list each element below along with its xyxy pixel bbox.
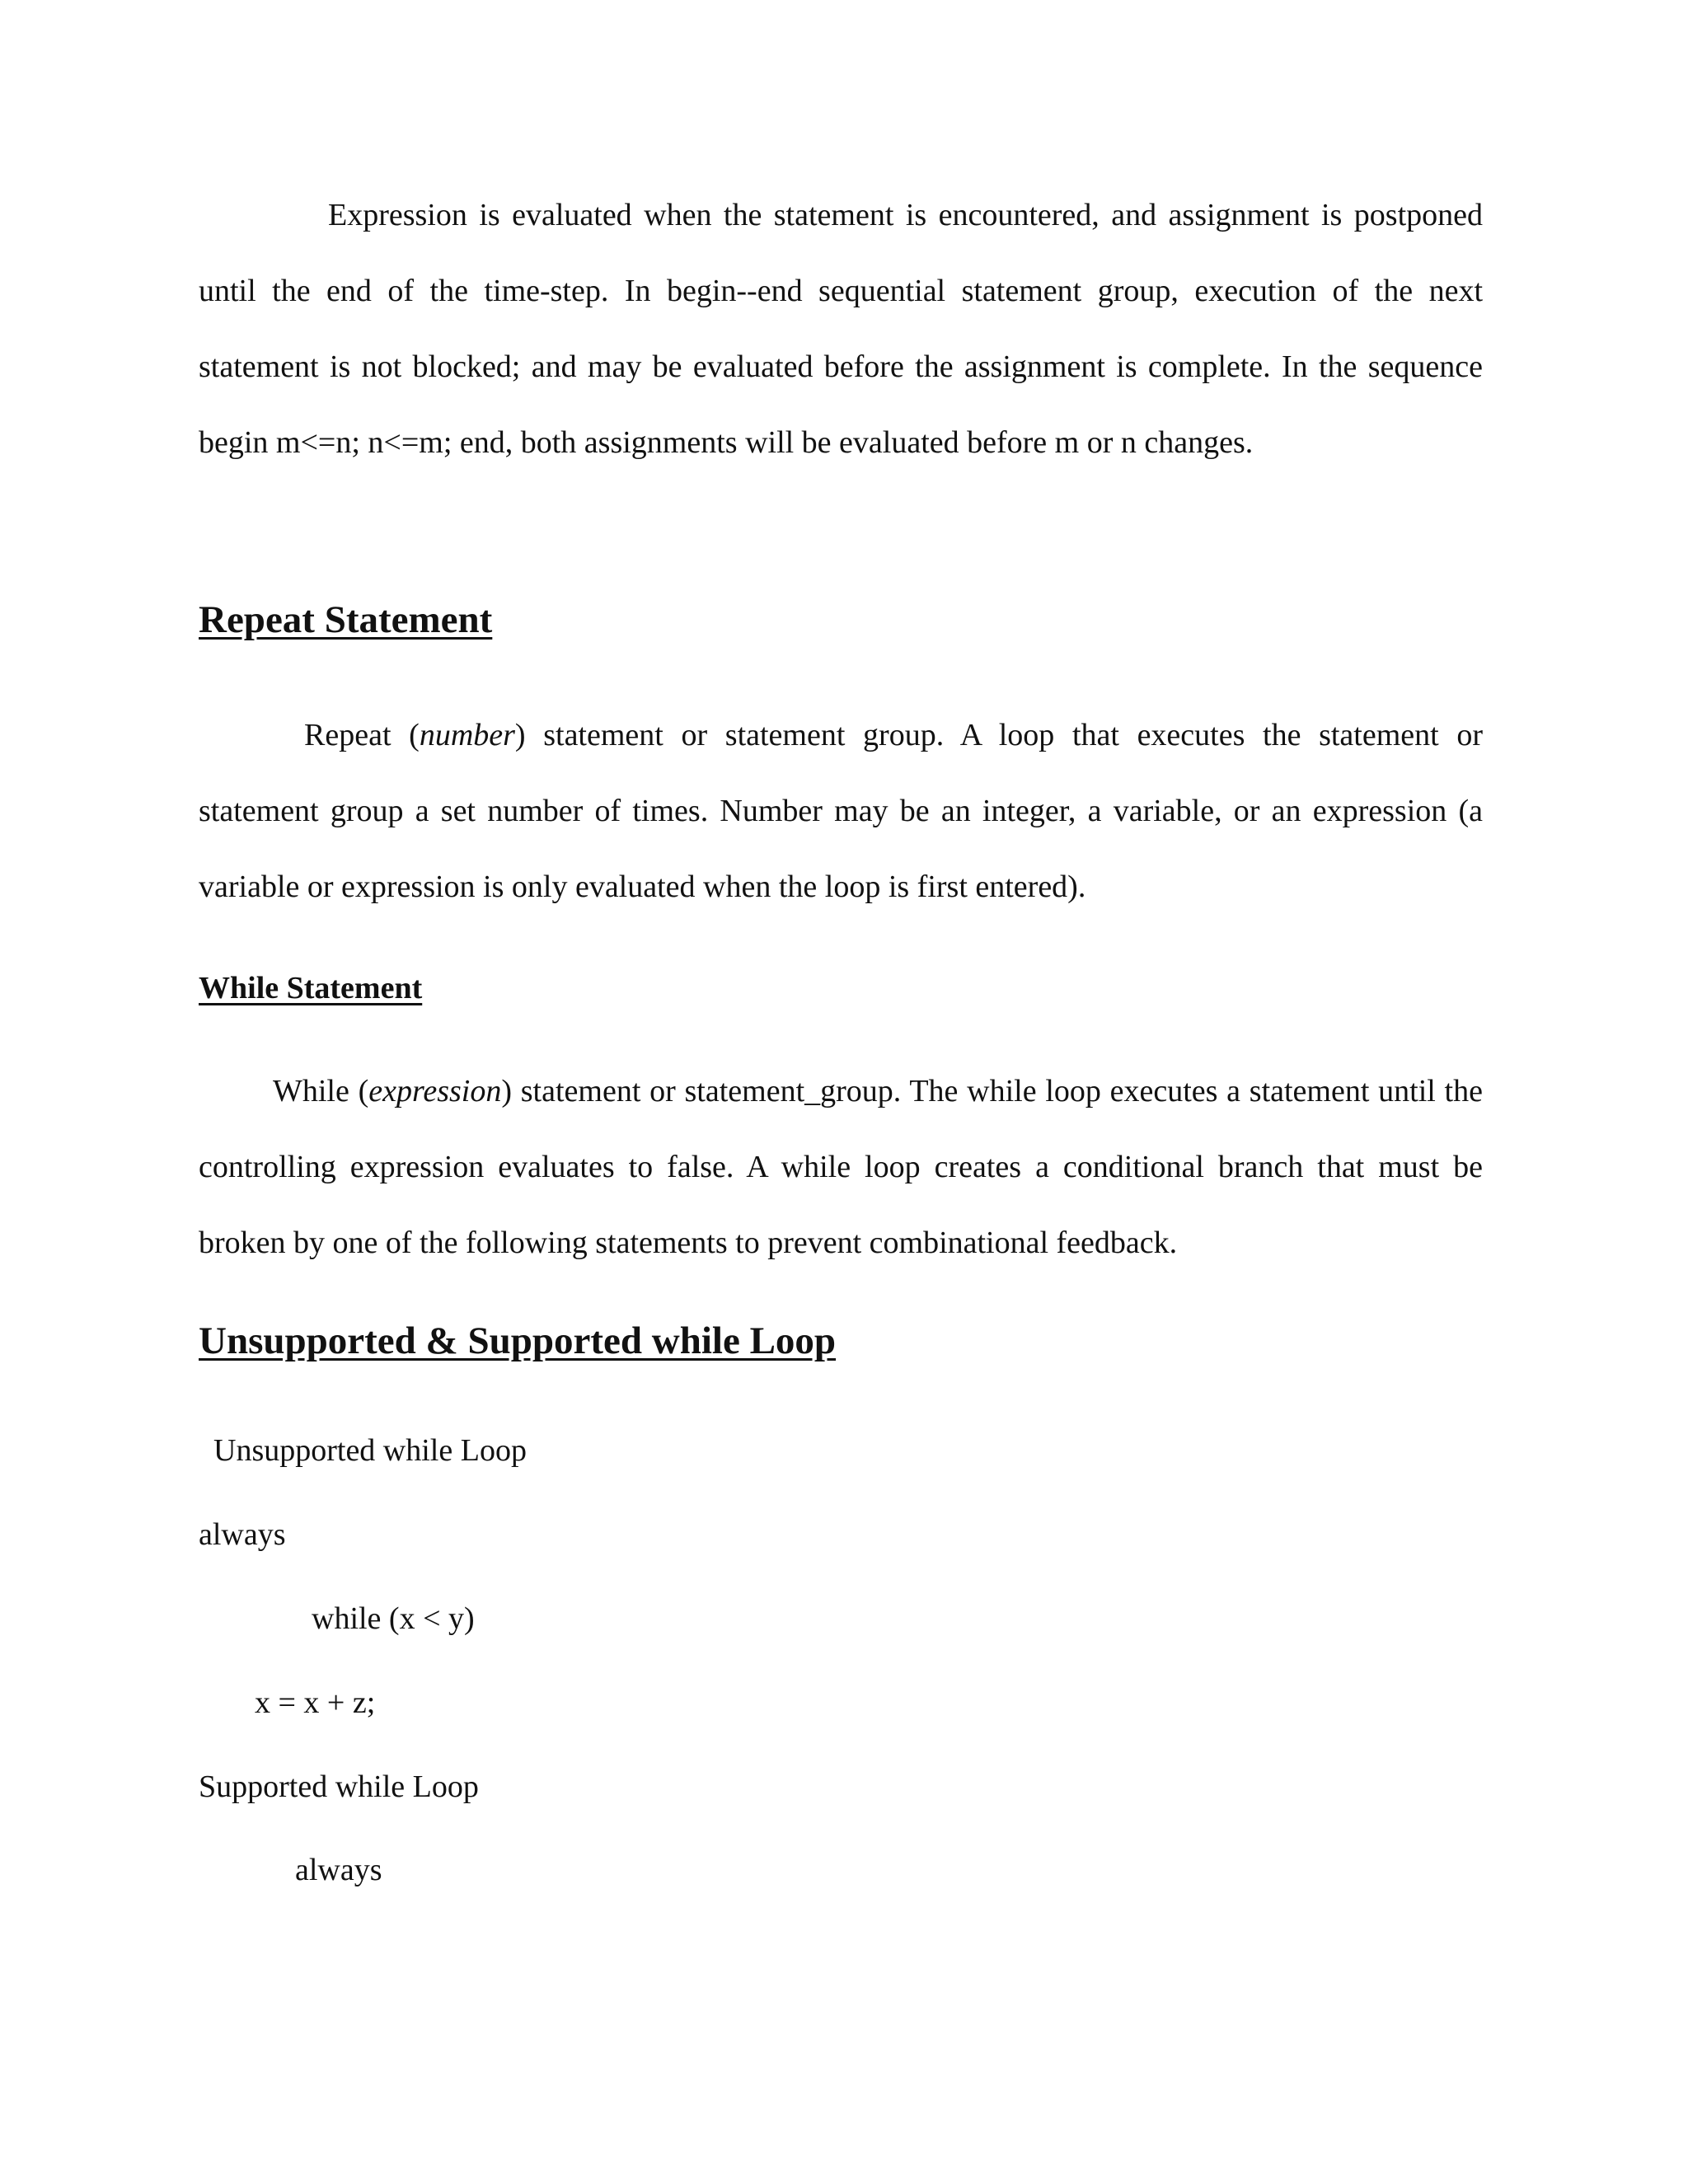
code-while-condition: while (x < y): [312, 1601, 475, 1636]
paragraph-repeat: [199, 697, 1483, 925]
heading-while-loops: Unsupported & Supported while Loop: [199, 1319, 837, 1362]
unsupported-loop-label: Unsupported while Loop: [213, 1433, 527, 1468]
supported-loop-label: Supported while Loop: [199, 1769, 479, 1804]
while-rest: ) statement or statement_group. The while loop executes a statement until the controlling expression evaluates to false. A while loop creates a conditional branch that must be broken by one of the following statements to prevent combinational feedback.: [199, 1074, 1483, 1260]
repeat-rest: ) statement or statement group. A loop that executes the statement or statement group a set number of times. Number may be an integer, a variable, or an expression (a variable or expression is only evaluated when the loop is first entered).: [199, 718, 1484, 904]
repeat-keyword: number: [419, 718, 515, 752]
heading-while-statement: While Statement: [199, 971, 423, 1005]
code-assignment: x = x + z;: [255, 1685, 376, 1720]
code-always-2: always: [295, 1853, 382, 1887]
repeat-lead: Repeat (: [304, 718, 420, 752]
while-keyword: expression: [368, 1074, 502, 1108]
code-always-1: always: [199, 1517, 286, 1552]
paragraph-nonblocking-assignment: Expression is evaluated when the statement is encountered, and assignment is postponed until the end of the time-step. In begin--end sequential statement group, execution of the next statement is not blocked; and may be evaluated before the assignment is complete. In the sequence begin m<=n; n<=m; end, both assignments will be evaluated before m or n changes.: [199, 198, 1483, 460]
paragraph-while: [199, 1053, 1483, 1281]
heading-repeat-statement: Repeat Statement: [199, 598, 493, 641]
while-lead: While (: [273, 1074, 369, 1108]
